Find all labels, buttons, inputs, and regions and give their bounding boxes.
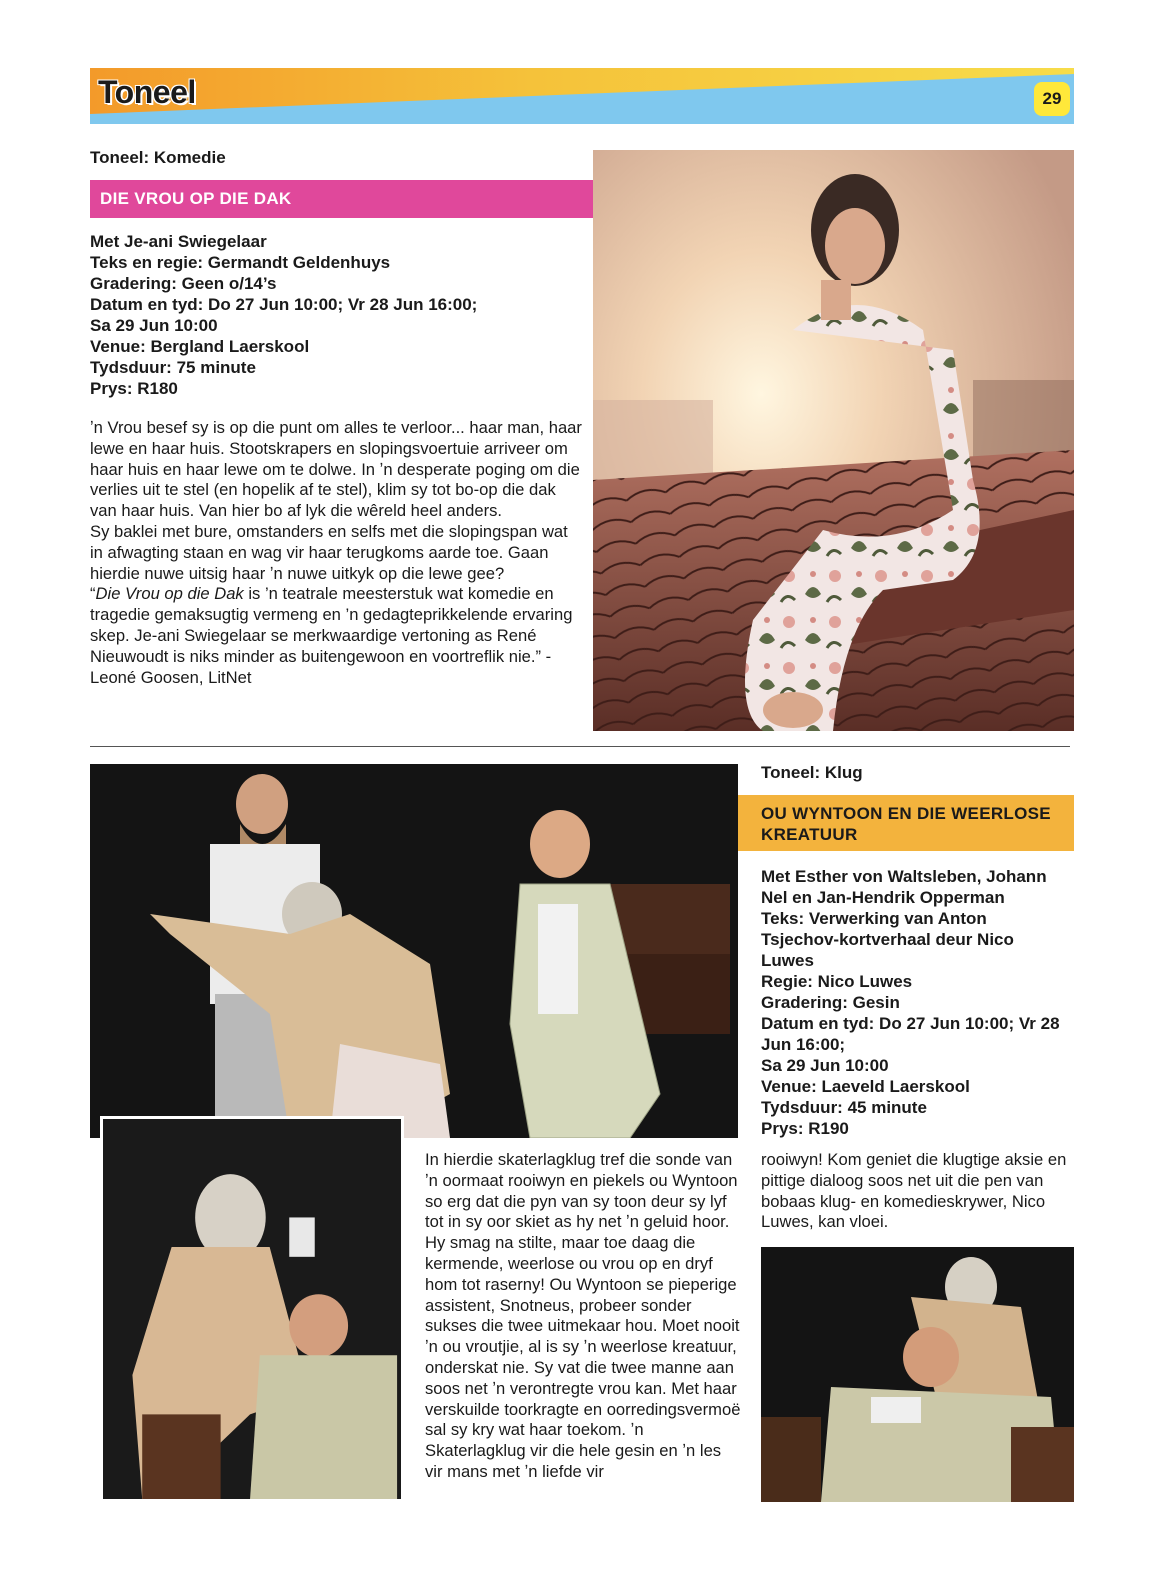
meta-line: Gradering: Gesin bbox=[761, 993, 900, 1012]
meta-line: Venue: Laeveld Laerskool bbox=[761, 1077, 970, 1096]
article1-paragraph: ʼn Vrou besef sy is op die punt om alles te verloor... haar man, haar lewe en haar huis. Stootskrapers en slopingsvoertuie arriveer om haar huis en haar lewe om te dolwe. In ʼn desperate poging om die verlies uit te stel (en hopelik af te stel), klim sy tot bo-op die dak van haar huis. Van hier bo af lyk die wêreld heel anders. bbox=[90, 418, 582, 521]
meta-line: Regie: Nico Luwes bbox=[761, 972, 913, 991]
photo-inset-woman-and-man bbox=[100, 1116, 404, 1502]
article2-body-col1: In hierdie skaterlagklug tref die sonde van ʼn oormaat rooiwyn en piekels ou Wyntoon so erg dat die pyn van sy toon deur sy lyf tot in sy oor skiet as hy net ʼn geluid hoor. Hy smag na stilte, maar toe daag die kermende, weerlose ou vrou op en dryf hom tot raserny! Ou Wyntoon se pieperige assistent, Snotneus, probeer sonder sukses die twee uitmekaar hou. Moet nooit ʼn ou vroutjie, al is sy ʼn weerlose kreatuur, onderskat nie. Sy vat die twee manne aan soos net ʼn verontregte vrou kan. Met haar verskuilde toorkragte en oorredingsvermoë sal sy kry wat haar toekom. ʼn Skaterlagklug vir die hele gesin en ʼn les vir mans met ʼn liefde vir bbox=[425, 1150, 741, 1481]
article2-meta bbox=[761, 866, 1060, 1139]
article1-body bbox=[90, 418, 584, 688]
meta-line: Luwes bbox=[761, 951, 814, 970]
article2-kicker: Toneel: Klug bbox=[761, 763, 863, 782]
meta-line: Nel en Jan-Hendrik Opperman bbox=[761, 888, 1005, 907]
page-number: 29 bbox=[1034, 82, 1070, 116]
article1-quote: “Die Vrou op die Dak is ’n teatrale meesterstuk wat komedie en tragedie gemaksugtig vermeng en ’n gedagteprikkelende ervaring skep. Je-ani Swiegelaar se merkwaardige vertoning as René Nieuwoudt is niks minder as buitengewoon en voortreflik nie.” - Leoné Goosen, LitNet bbox=[90, 584, 573, 687]
article1-paragraph: Sy baklei met bure, omstanders en selfs met die slopingspan wat in afwagting staan en wag vir haar terugkoms aarde toe. Gaan hierdie nuwe uitsig haar ʼn nuwe uitkyk op die lewe gee? bbox=[90, 521, 568, 583]
meta-line: Gradering: Geen o/14’s bbox=[90, 274, 277, 293]
article1-meta bbox=[90, 231, 477, 399]
meta-line: Met Je-ani Swiegelaar bbox=[90, 232, 267, 251]
divider bbox=[90, 746, 1070, 747]
article2-body-col2: rooiwyn! Kom geniet die klugtige aksie en pittige dialoog soos net uit die pen van bobaas klug- en komedieskrywer, Nico Luwes, kan vloei. bbox=[761, 1150, 1067, 1232]
meta-line: Datum en tyd: Do 27 Jun 10:00; Vr 28 bbox=[761, 1014, 1060, 1033]
meta-line: Sa 29 Jun 10:00 bbox=[90, 316, 218, 335]
photo-woman-on-roof bbox=[593, 150, 1074, 731]
meta-line: Tydsduur: 75 minute bbox=[90, 358, 256, 377]
meta-line: Sa 29 Jun 10:00 bbox=[761, 1056, 889, 1075]
meta-line: Tsjechov-kortverhaal deur Nico bbox=[761, 930, 1014, 949]
photo-stage-scene bbox=[90, 764, 738, 1138]
quote-play-title: Die Vrou op die Dak bbox=[95, 584, 244, 604]
header-banner bbox=[90, 68, 1074, 124]
meta-line: Teks en regie: Germandt Geldenhuys bbox=[90, 253, 391, 272]
meta-line: Prys: R190 bbox=[761, 1119, 849, 1138]
meta-line: Tydsduur: 45 minute bbox=[761, 1098, 927, 1117]
meta-line: Teks: Verwerking van Anton bbox=[761, 909, 987, 928]
meta-line: Datum en tyd: Do 27 Jun 10:00; Vr 28 Jun 16:00; bbox=[90, 295, 478, 314]
article1-kicker: Toneel: Komedie bbox=[90, 148, 226, 167]
meta-line: Prys: R180 bbox=[90, 379, 178, 398]
meta-line: Jun 16:00; bbox=[761, 1035, 846, 1054]
meta-line: Venue: Bergland Laerskool bbox=[90, 337, 310, 356]
article1-title: DIE VROU OP DIE DAK bbox=[90, 180, 594, 218]
section-title: Toneel bbox=[98, 74, 196, 110]
photo-man-with-paper bbox=[761, 1247, 1074, 1502]
meta-line: Met Esther von Waltsleben, Johann bbox=[761, 867, 1047, 886]
article2-title: OU WYNTOON EN DIE WEERLOSE KREATUUR bbox=[738, 795, 1074, 851]
